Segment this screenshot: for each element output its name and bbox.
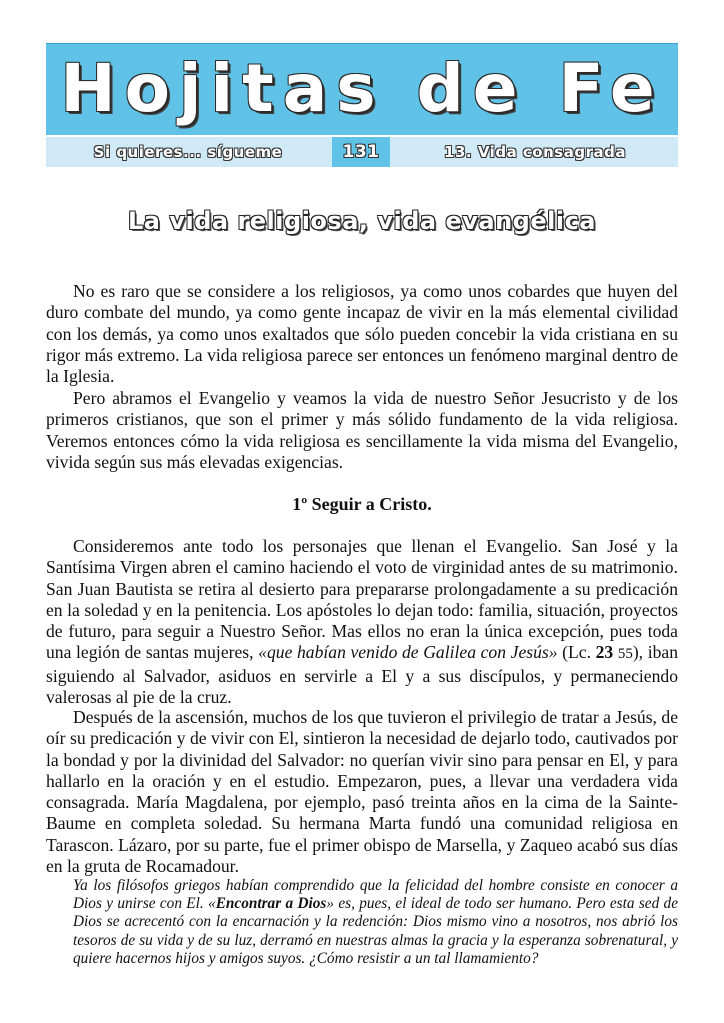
publication-title: Hojitas de Fe bbox=[60, 50, 664, 127]
series-subtitle: Si quieres... sígueme bbox=[93, 143, 283, 161]
paragraph-3-text-a: Consideremos ante todo los personajes que llenan el Evangelio. San José y la Santísima Virgen abren el camino haciendo el voto de virginidad antes de su matrimonio. San Juan Bautista se retira al desierto para prepararse prolongadamente a su predicación en la soledad y en la penitencia. Los apóstoles lo dejan todo: familia, situación, proyectos de futuro, para seguir a Nuestro Señor. Mas ellos no eran la única excepción, pues toda una legión de santas mujeres, bbox=[46, 536, 678, 663]
closing-quote-text-a: Ya los filósofos griegos habían comprendido que la felicidad del hombre consiste en conocer a Dios y unirse con El. « bbox=[73, 877, 678, 913]
section-heading: 1º Seguir a Cristo. bbox=[292, 494, 432, 514]
scripture-verse: 55 bbox=[617, 646, 633, 663]
paragraph-2: Pero abramos el Evangelio y veamos la vida de nuestro Señor Jesucristo y de los primeros cristianos, que son el primer y más sólido fundamento de la vida religiosa. Veremos entonces cómo la vida religiosa es sencillamente la vida misma del Evangelio, vivida según sus más elevadas exigencias. bbox=[46, 388, 678, 472]
masthead bbox=[46, 43, 678, 168]
scripture-ref-open: (Lc. bbox=[557, 642, 596, 663]
closing-quote-text-b: » es, pues, el ideal de todo ser humano. Pero esta sed de Dios se acrecentó con la encarnación y la redención: Dios mismo vino a nosotros, nos abrió los tesoros de su vida y de su luz, derramó en nuestras almas la gracia y la esperanza sobrenatural, y quiere hacernos hijos y amigos suyos. ¿Cómo resistir a un tal llamamiento? bbox=[73, 895, 678, 967]
article-title: La vida religiosa, vida evangélica bbox=[128, 207, 596, 235]
paragraph-1: No es raro que se considere a los religiosos, ya como unos cobardes que huyen del duro combate del mundo, ya como gente incapaz de vivir en la más elemental civilidad con los demás, ya como unos exaltados que sólo pueden concebir la vida cristiana en su rigor más extremo. La vida religiosa parece ser entonces un fenómeno marginal dentro de la Iglesia. bbox=[46, 281, 678, 387]
gospel-quote: «que habían venido de Galilea con Jesús» bbox=[258, 642, 558, 663]
paragraph-3 bbox=[46, 536, 678, 708]
closing-quote bbox=[73, 877, 678, 968]
series-topic: 13. Vida consagrada bbox=[444, 143, 626, 161]
issue-number: 131 bbox=[332, 137, 390, 167]
paragraph-3-text-b: ), iban siguiendo al Salvador, asiduos en servirle a El y a sus discípulos, y permaneciendo valerosas al pie de la cruz. bbox=[46, 642, 678, 708]
closing-quote-emphasis: Encontrar a Dios bbox=[215, 895, 327, 913]
paragraph-4: Después de la ascensión, muchos de los que tuvieron el privilegio de tratar a Jesús, de oír su predicación y de vivir con El, sintieron la necesidad de dejarlo todo, cautivados por la bondad y por la divinidad del Salvador: no querían vivir sino para pensar en El, y para hallarlo en la oración y en el estudio. Empezaron, pues, a llevar una verdadera vida consagrada. María Magdalena, por ejemplo, pasó treinta años en la cima de la Sainte-Baume en completa soledad. Su hermana Marta fundó una comunidad religiosa en Tarascon. Lázaro, por su parte, fue el primer obispo de Marsella, y Zaqueo acabó sus días en la gruta de Rocamadour. bbox=[46, 707, 678, 877]
masthead-subbar bbox=[46, 137, 678, 167]
scripture-chapter: 23 bbox=[595, 642, 614, 663]
masthead-banner bbox=[46, 43, 678, 135]
